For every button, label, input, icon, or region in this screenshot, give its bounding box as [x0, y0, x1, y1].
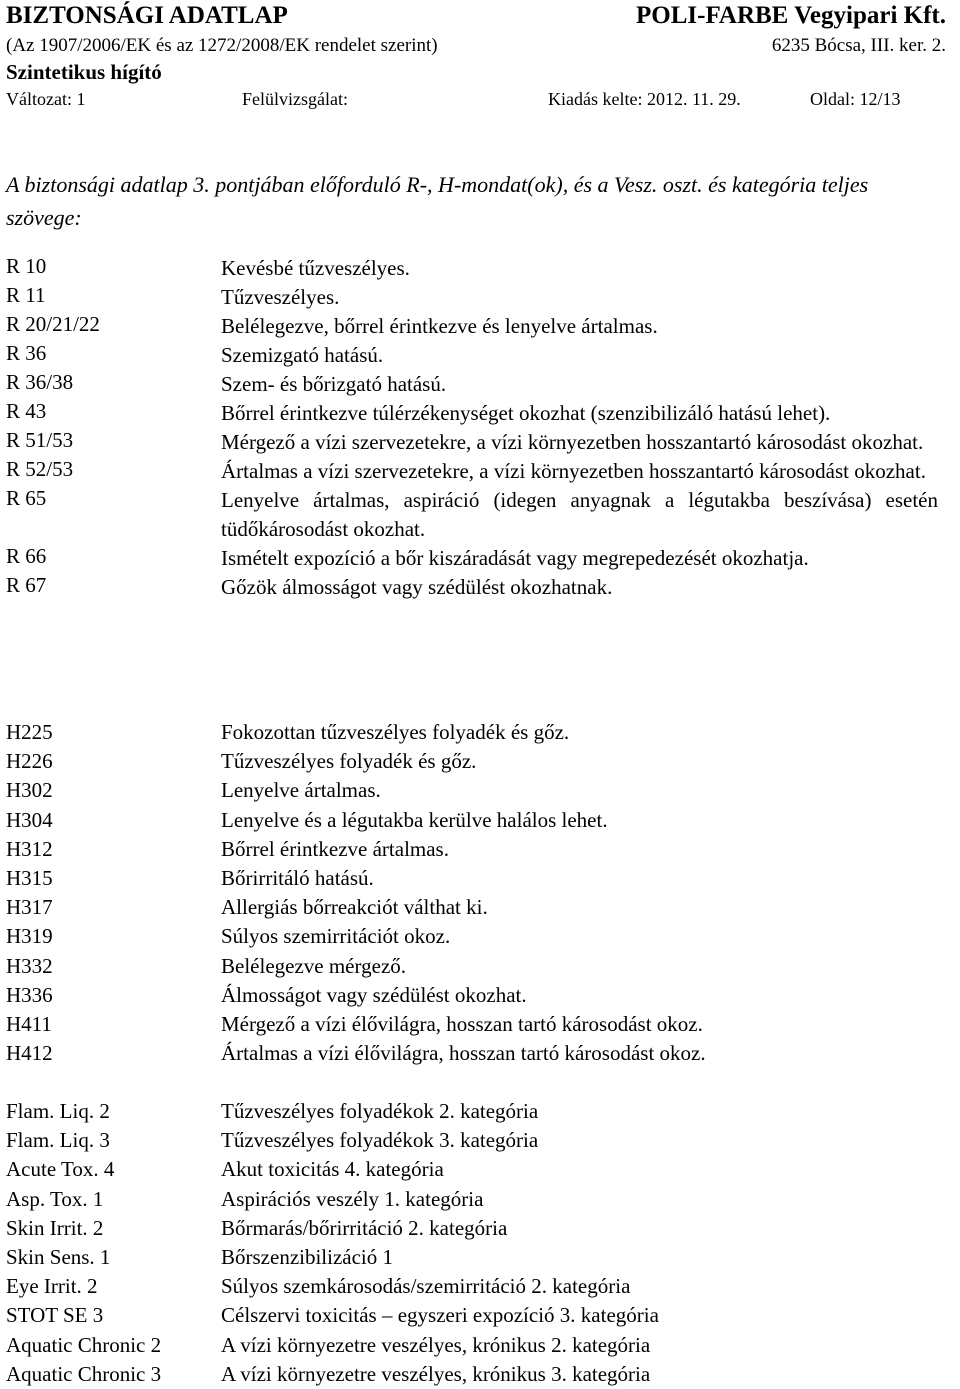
list-item: R 65 Lenyelve ártalmas, aspiráció (idegen anyagnak a légutakba beszívása) esetén tüdőkárosodást okozhat. [6, 486, 938, 541]
list-item: Aquatic Chronic 3 A vízi környezetre veszélyes, krónikus 3. kategória [6, 1361, 651, 1386]
document-title: BIZTONSÁGI ADATLAP [6, 2, 288, 29]
list-item: H332 Belélegezve mérgező. [6, 953, 407, 978]
list-item: R 52/53 Ártalmas a vízi szervezetekre, a vízi környezetben hosszantartó károsodást okozhat. [6, 457, 926, 483]
version: Változat: 1 [6, 89, 86, 109]
list-item: Skin Sens. 1 Bőrszenzibilizáció 1 [6, 1244, 394, 1269]
header-line-3 [6, 60, 946, 85]
list-item: H304 Lenyelve és a légutakba kerülve halálos lehet. [6, 807, 608, 832]
list-item: H317 Allergiás bőrreakciót válthat ki. [6, 895, 488, 920]
list-item: Acute Tox. 4 Akut toxicitás 4. kategória [6, 1157, 444, 1182]
list-item: R 11 Tűzveszélyes. [6, 283, 340, 309]
company-name: POLI-FARBE Vegyipari Kft. [636, 2, 946, 29]
product-name: Szintetikus hígító [6, 60, 162, 84]
header-line-4 [0, 89, 960, 115]
list-item: R 67 Gőzök álmosságot vagy szédülést okozhatnak. [6, 573, 613, 599]
list-item: R 36 Szemizgató hatású. [6, 341, 384, 367]
list-item: R 66 Ismételt expozíció a bőr kiszáradását vagy megrepedezését okozhatja. [6, 544, 809, 570]
list-item: H412 Ártalmas a vízi élővilágra, hosszan tartó károsodást okoz. [6, 1041, 706, 1066]
list-item: R 51/53 Mérgező a vízi szervezetekre, a vízi környezetben hosszantartó károsodást okozhat. [6, 428, 924, 454]
list-item: H319 Súlyos szemirritációt okoz. [6, 924, 451, 949]
list-item: H411 Mérgező a vízi élővilágra, hosszan tartó károsodást okoz. [6, 1011, 703, 1036]
list-item: R 10 Kevésbé tűzveszélyes. [6, 254, 410, 280]
list-item: Aquatic Chronic 2 A vízi környezetre veszélyes, krónikus 2. kategória [6, 1332, 651, 1357]
list-item: R 20/21/22 Belélegezve, bőrrel érintkezve és lenyelve ártalmas. [6, 312, 658, 338]
list-item: H336 Álmosságot vagy szédülést okozhat. [6, 982, 527, 1007]
list-item: Eye Irrit. 2 Súlyos szemkárosodás/szemirritáció 2. kategória [6, 1274, 631, 1299]
list-item: R 36/38 Szem- és bőrizgató hatású. [6, 370, 447, 396]
list-item: H226 Tűzveszélyes folyadék és gőz. [6, 749, 477, 774]
page-number: Oldal: 12/13 [810, 89, 901, 109]
list-item: H315 Bőrirritáló hatású. [6, 865, 374, 890]
list-item: H225 Fokozottan tűzveszélyes folyadék és gőz. [6, 720, 570, 744]
list-item: H302 Lenyelve ártalmas. [6, 778, 381, 803]
intro-text: A biztonsági adatlap 3. pontjában előforduló R-, H-mondat(ok), és a Vesz. oszt. és kategória teljes szövege: [6, 172, 869, 230]
regulation: (Az 1907/2006/EK és az 1272/2008/EK rendelet szerint) [6, 35, 438, 56]
list-item: Flam. Liq. 2 Tűzveszélyes folyadékok 2. kategória [6, 1099, 539, 1123]
list-item: Skin Irrit. 2 Bőrmarás/bőrirritáció 2. kategória [6, 1215, 508, 1240]
list-item: Flam. Liq. 3 Tűzveszélyes folyadékok 3. kategória [6, 1128, 539, 1153]
review-label: Felülvizsgálat: [242, 89, 348, 109]
list-item: Asp. Tox. 1 Aspirációs veszély 1. kategória [6, 1186, 484, 1211]
company-address: 6235 Bócsa, III. ker. 2. [771, 35, 946, 56]
list-item: H312 Bőrrel érintkezve ártalmas. [6, 836, 449, 861]
hazard-class-list [0, 1097, 960, 1389]
h-phrase-list [0, 718, 960, 1068]
r-phrase-list [0, 254, 960, 602]
issue-date: Kiadás kelte: 2012. 11. 29. [548, 89, 741, 109]
header-line-2 [6, 35, 946, 57]
list-item: R 43 Bőrrel érintkezve túlérzékenységet okozhat (szenzibilizáló hatású lehet). [6, 399, 831, 425]
header-line-1 [6, 2, 946, 30]
list-item: STOT SE 3 Célszervi toxicitás – egyszeri expozíció 3. kategória [6, 1303, 659, 1328]
